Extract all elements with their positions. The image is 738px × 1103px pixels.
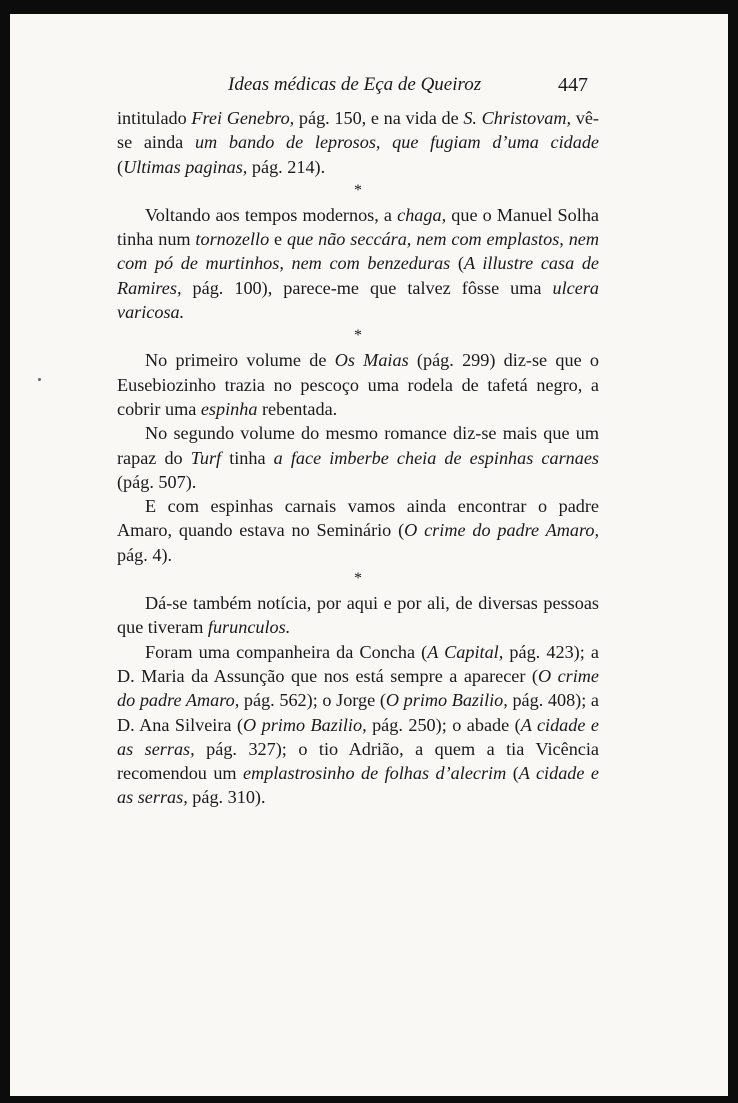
- italic-text: Turf: [190, 447, 222, 468]
- italic-text: ulcera varicosa.: [117, 277, 599, 323]
- text-run: pág. 150, e na vida de: [294, 108, 464, 128]
- text-run: vê-se ainda: [117, 108, 599, 153]
- text-run: (: [117, 156, 124, 177]
- text-run: pág. 310).: [187, 787, 266, 808]
- text-run: pág. 408); a D. Ana Silveira (: [117, 690, 600, 735]
- section-separator: *: [354, 327, 362, 345]
- paragraph: [117, 348, 599, 421]
- book-page: [10, 14, 728, 1096]
- scan-speck: [38, 378, 41, 381]
- text-run: Foram uma companheira da Concha (: [145, 641, 428, 662]
- italic-text: Ultimas paginas,: [123, 156, 248, 177]
- text-run: e: [269, 229, 287, 250]
- text-run: Voltando aos tempos modernos, a: [145, 204, 398, 225]
- text-run: pág. 4).: [117, 544, 173, 565]
- italic-text: O crime do padre Amaro,: [117, 665, 599, 711]
- text-run: (pág. 299) diz-se que o Eusebiozinho trazia no pescoço uma rodela de tafetá negro, a cobrir uma: [117, 350, 600, 419]
- text-run: No segundo volume do mesmo romance diz-se mais que um rapaz do: [117, 423, 599, 468]
- paragraph: [117, 494, 599, 567]
- section-separator: *: [354, 570, 362, 588]
- paragraph: [117, 640, 599, 810]
- text-run: (pág. 507).: [117, 471, 197, 492]
- text-run: No primeiro volume de: [145, 350, 335, 371]
- text-run: pág. 423); a D. Maria da Assunção que nos está sempre a aparecer (: [117, 641, 599, 686]
- text-run: pág. 100), parece-me que talvez fôsse uma: [181, 277, 553, 298]
- body-text: [117, 106, 599, 810]
- italic-text: Os Maias: [334, 350, 409, 371]
- page-header: [10, 74, 728, 98]
- italic-text: A cidade e as serras,: [117, 763, 599, 808]
- page-number: 447: [558, 74, 588, 96]
- text-run: (: [450, 253, 464, 274]
- italic-text: O primo Bazilio,: [385, 690, 508, 711]
- text-run: Dá-se também notícia, por aqui e por ali, de diversas pessoas que tiveram: [117, 593, 599, 638]
- italic-text: O crime do padre Amaro,: [404, 520, 599, 541]
- italic-text: A illustre casa de Ramires,: [117, 253, 600, 298]
- italic-text: tornozello: [195, 229, 270, 250]
- text-run: rebentada.: [257, 398, 338, 419]
- text-run: pág. 327); o tio Adrião, a quem a tia Vicência recomendou um: [117, 738, 599, 784]
- italic-text: a face imberbe cheia de espinhas carnaes: [273, 447, 599, 468]
- paragraph: [117, 591, 599, 640]
- text-run: tinha: [221, 447, 274, 468]
- paragraph: [117, 421, 599, 494]
- text-run: pág. 250); o abade (: [366, 714, 521, 735]
- paragraph: [117, 203, 599, 324]
- italic-text: A Capital,: [427, 641, 504, 662]
- text-run: intitulado: [117, 108, 192, 128]
- paragraph: [117, 106, 599, 179]
- text-run: que o Manuel Solha tinha num: [117, 204, 599, 250]
- section-separator: *: [354, 181, 362, 199]
- italic-text: chaga,: [397, 204, 447, 225]
- italic-text: S. Christovam,: [463, 108, 572, 128]
- italic-text: furunculos.: [207, 617, 291, 638]
- italic-text: Frei Genebro,: [191, 108, 295, 128]
- text-run: pág. 562); o Jorge (: [239, 690, 386, 711]
- text-run: pág. 214).: [247, 156, 326, 177]
- italic-text: que não seccára, nem com emplastos, nem com pó de murtinhos, nem com benzeduras: [117, 229, 599, 274]
- italic-text: espinha: [200, 398, 258, 419]
- running-title: Ideas médicas de Eça de Queiroz: [228, 74, 482, 95]
- italic-text: emplastrosinho de folhas d’alecrim: [243, 763, 507, 784]
- italic-text: A cidade e as serras,: [117, 714, 599, 759]
- text-run: E com espinhas carnais vamos ainda encontrar o padre Amaro, quando estava no Seminário (: [117, 496, 599, 541]
- text-run: (: [506, 763, 519, 784]
- italic-text: O primo Bazilio,: [243, 714, 367, 735]
- italic-text: um bando de leprosos, que fugiam d’uma cidade: [194, 132, 599, 153]
